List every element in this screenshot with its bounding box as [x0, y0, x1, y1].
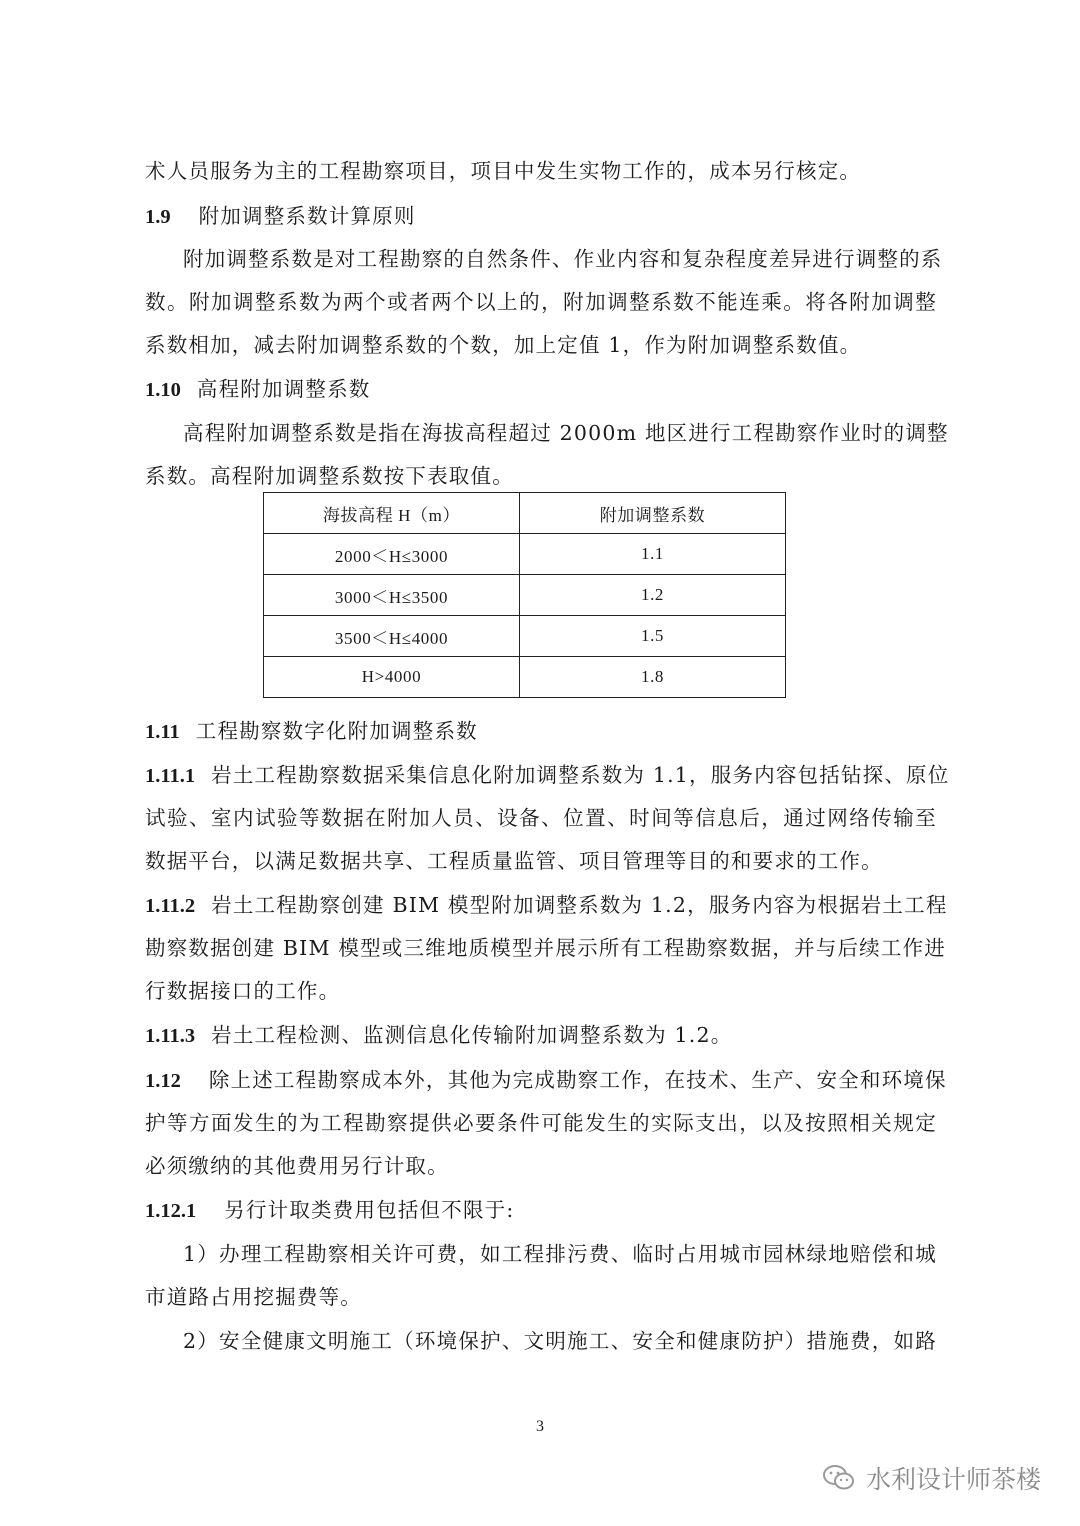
section-number: 1.10: [145, 379, 181, 401]
table-header-cell: 附加调整系数: [520, 493, 786, 534]
table-cell: 1.5: [520, 616, 786, 657]
paragraph-text: 除上述工程勘察成本外，其他为完成勘察工作，在技术、生产、安全和环境保: [208, 1068, 947, 1092]
paragraph-line: 高程附加调整系数是指在海拔高程超过 2000m 地区进行工程勘察作业时的调整: [183, 421, 949, 445]
watermark-text: 水利设计师茶楼: [866, 1465, 1042, 1494]
paragraph-line: 行数据接口的工作。: [145, 979, 341, 1003]
altitude-coefficient-table: [263, 492, 786, 698]
list-item: 2）安全健康文明施工（环境保护、文明施工、安全和健康防护）措施费，如路: [183, 1329, 937, 1353]
paragraph-line: 勘察数据创建 BIM 模型或三维地质模型并展示所有工程勘察数据，并与后续工作进: [145, 936, 946, 960]
table-header-cell: 海拔高程 H（m）: [264, 493, 520, 534]
paragraph-line: 附加调整系数是对工程勘察的自然条件、作业内容和复杂程度差异进行调整的系: [183, 247, 943, 271]
section-number: 1.11.2: [145, 895, 196, 917]
section-number: 1.9: [145, 206, 171, 228]
section-heading-1-10: [145, 374, 937, 405]
paragraph-text: 另行计取类费用包括但不限于:: [224, 1198, 515, 1222]
paragraph-line: [145, 1065, 947, 1096]
paragraph-line: 数。附加调整系数为两个或者两个以上的，附加调整系数不能连乘。将各附加调整: [145, 290, 937, 314]
section-number: 1.11.1: [145, 765, 196, 787]
wechat-icon: [822, 1463, 856, 1493]
paragraph-line: 系数相加，减去附加调整系数的个数，加上定值 1，作为附加调整系数值。: [145, 333, 862, 357]
paragraph-line: 系数。高程附加调整系数按下表取值。: [145, 464, 514, 488]
paragraph-text: 岩土工程检测、监测信息化传输附加调整系数为 1.2。: [211, 1023, 733, 1047]
paragraph-line: [145, 1195, 937, 1226]
watermark: [822, 1458, 1041, 1498]
section-heading-1-11: [145, 716, 937, 747]
paragraph-line: 术人员服务为主的工程勘察项目，项目中发生实物工作的，成本另行核定。: [145, 159, 862, 183]
paragraph-line: 护等方面发生的为工程勘察提供必要条件可能发生的实际支出，以及按照相关规定: [145, 1111, 937, 1135]
paragraph-line: [145, 760, 950, 791]
table-cell: 1.8: [520, 657, 786, 698]
table-cell: 1.2: [520, 575, 786, 616]
section-title: 附加调整系数计算原则: [198, 204, 416, 228]
section-title: 高程附加调整系数: [196, 377, 371, 401]
table-row: [264, 616, 786, 657]
paragraph-line: 必须缴纳的其他费用另行计取。: [145, 1154, 449, 1178]
table-row: [264, 534, 786, 575]
table-cell: H>4000: [264, 657, 520, 698]
table-cell: 1.1: [520, 534, 786, 575]
table-row: [264, 575, 786, 616]
list-item-continuation: 市道路占用挖掘费等。: [145, 1285, 362, 1309]
table-cell: 3500＜H≤4000: [264, 616, 520, 657]
paragraph-line: [145, 1020, 937, 1051]
paragraph-line: 试验、室内试验等数据在附加人员、设备、位置、时间等信息后，通过网络传输至: [145, 806, 937, 830]
table-header-row: [264, 493, 786, 534]
section-number: 1.11: [145, 721, 180, 743]
section-number: 1.11.3: [145, 1025, 196, 1047]
paragraph-line: [145, 890, 948, 921]
paragraph-line: 数据平台，以满足数据共享、工程质量监管、项目管理等目的和要求的工作。: [145, 849, 883, 873]
table-cell: 3000＜H≤3500: [264, 575, 520, 616]
section-number: 1.12.1: [145, 1200, 197, 1222]
page-number: 3: [536, 1418, 544, 1435]
list-item: 1）办理工程勘察相关许可费，如工程排污费、临时占用城市园林绿地赔偿和城: [183, 1242, 937, 1266]
section-title: 工程勘察数字化附加调整系数: [195, 719, 478, 743]
table-row: [264, 657, 786, 698]
table-cell: 2000＜H≤3000: [264, 534, 520, 575]
paragraph-text: 岩土工程勘察数据采集信息化附加调整系数为 1.1，服务内容包括钻探、原位: [211, 763, 950, 787]
section-number: 1.12: [145, 1070, 181, 1092]
section-heading-1-9: [145, 201, 937, 232]
paragraph-text: 岩土工程勘察创建 BIM 模型附加调整系数为 1.2，服务内容为根据岩土工程: [211, 893, 948, 917]
